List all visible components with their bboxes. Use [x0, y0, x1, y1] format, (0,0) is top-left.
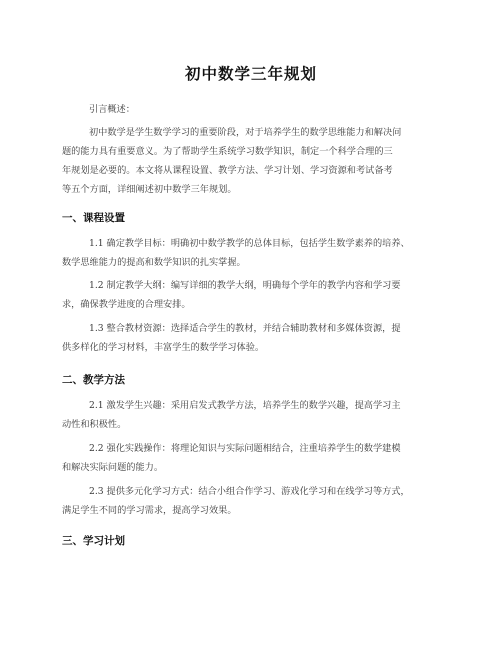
- paragraph-1-1-line-2: 数学思维能力的提高和数学知识的扎实掌握。: [62, 257, 246, 268]
- paragraph-2-2-line-1: 2.2 强化实践操作：将理论知识与实际问题相结合，注重培养学生的数学建模: [89, 443, 401, 454]
- paragraph-2-1-line-1: 2.1 激发学生兴趣：采用启发式教学方法，培养学生的数学兴趣，提高学习主: [89, 400, 401, 411]
- paragraph-2-3-line-2: 满足学生不同的学习需求，提高学习效果。: [62, 505, 237, 516]
- intro-line-4: 等五个方面，详细阐述初中数学三年规划。: [62, 184, 237, 195]
- section-heading-1: 一、课程设置: [62, 212, 125, 224]
- paragraph-2-2-line-2: 和解决实际问题的能力。: [62, 462, 164, 473]
- page-title: 初中数学三年规划: [184, 65, 317, 83]
- section-heading-2: 二、教学方法: [62, 374, 125, 386]
- intro-label: 引言概述：: [89, 104, 135, 115]
- paragraph-1-2-line-1: 1.2 制定教学大纲：编写详细的教学大纲，明确每个学年的教学内容和学习要: [89, 280, 401, 291]
- paragraph-1-3-line-2: 供多样化的学习材料，丰富学生的数学学习体验。: [62, 342, 265, 353]
- intro-line-3: 年规划是必要的。本文将从课程设置、教学方法、学习计划、学习资源和考试备考: [62, 165, 393, 176]
- section-heading-3: 三、学习计划: [62, 535, 125, 547]
- intro-line-1: 初中数学是学生数学学习的重要阶段，对于培养学生的数学思维能力和解决问: [89, 127, 402, 138]
- paragraph-1-2-line-2: 求，确保教学进度的合理安排。: [62, 299, 191, 310]
- paragraph-2-1-line-2: 动性和积极性。: [62, 419, 127, 430]
- intro-line-2: 题的能力具有重要意义。为了帮助学生系统学习数学知识，制定一个科学合理的三: [62, 146, 393, 157]
- paragraph-2-3-line-1: 2.3 提供多元化学习方式：结合小组合作学习、游戏化学习和在线学习等方式，: [89, 486, 410, 497]
- paragraph-1-3-line-1: 1.3 整合教材资源：选择适合学生的教材，并结合辅助教材和多媒体资源，提: [89, 323, 401, 334]
- paragraph-1-1-line-1: 1.1 确定教学目标：明确初中数学教学的总体目标，包括学生数学素养的培养、: [89, 238, 410, 249]
